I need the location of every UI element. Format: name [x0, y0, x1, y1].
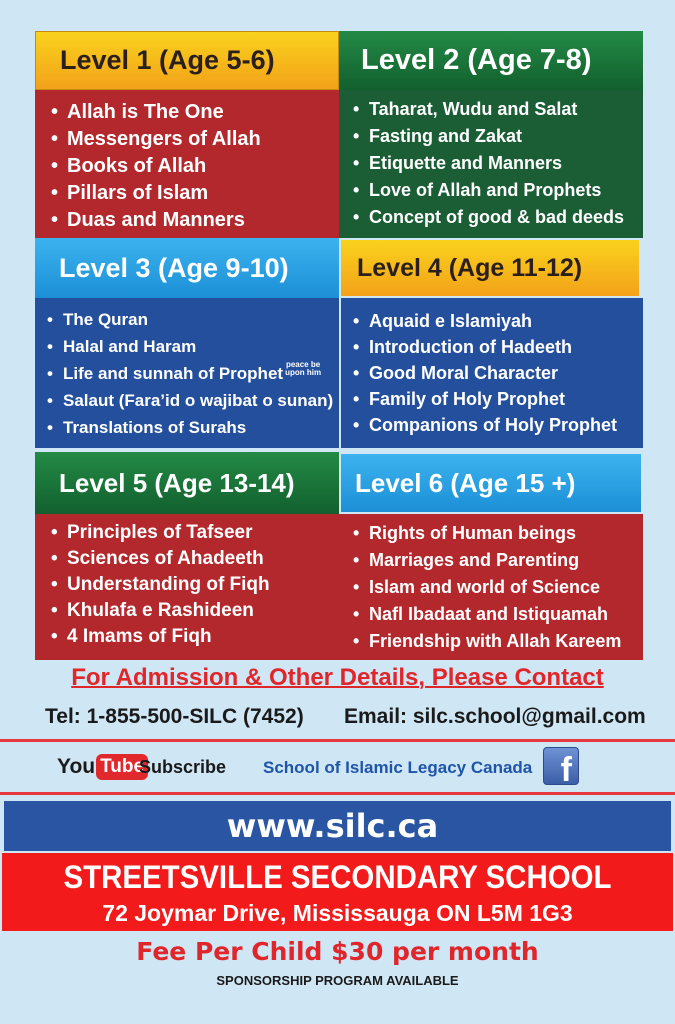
list-item: • Khulafa e Rashideen: [67, 598, 270, 624]
level-4-title: Level 4 (Age 11-12): [357, 253, 583, 282]
list-item-text: Life and sunnah of Prophet: [63, 364, 284, 383]
level-2-title: Level 2 (Age 7-8): [361, 44, 592, 76]
divider-line: [0, 792, 675, 795]
divider-line: [0, 739, 675, 742]
level-2-panel: [339, 90, 643, 238]
list-item: • Halal and Haram: [63, 333, 333, 360]
level-3-topics: [63, 306, 333, 441]
level-5-panel: [35, 514, 339, 660]
level-3-header: [35, 238, 339, 298]
level-4-topics: [369, 308, 617, 438]
contact-tel[interactable]: Tel: 1-855-500-SILC (7452): [45, 705, 304, 728]
level-1-topics: [67, 99, 261, 234]
venue-name: STREETSVILLE SECONDARY SCHOOL: [63, 859, 612, 895]
list-item: • Companions of Holy Prophet: [369, 412, 617, 438]
list-item: • Concept of good & bad deeds: [369, 204, 624, 231]
facebook-page-name[interactable]: School of Islamic Legacy Canada: [263, 758, 533, 777]
list-item: • Aquaid e Islamiyah: [369, 308, 617, 334]
level-3-title: Level 3 (Age 9-10): [59, 252, 289, 283]
list-item: • Messengers of Allah: [67, 126, 261, 153]
list-item: • Rights of Human beings: [369, 520, 621, 547]
level-6-topics: [369, 520, 621, 655]
level-4-header: [341, 240, 639, 296]
honorific-note-line: peace be: [285, 360, 321, 369]
list-item: • Duas and Manners: [67, 207, 261, 234]
list-item: • Friendship with Allah Kareem: [369, 628, 621, 655]
list-item: • 4 Imams of Fiqh: [67, 624, 270, 650]
honorific-note: [285, 361, 321, 377]
venue-banner: [2, 853, 673, 931]
level-6-header: [341, 454, 641, 512]
level-6-title: Level 6 (Age 15 +): [355, 467, 576, 498]
fee-text: Fee Per Child $30 per month: [136, 937, 539, 966]
list-item: • Understanding of Fiqh: [67, 572, 270, 598]
level-5-topics: [67, 520, 270, 650]
list-item: • Principles of Tafseer: [67, 520, 270, 546]
level-4-panel: [341, 298, 643, 448]
list-item: • Sciences of Ahadeeth: [67, 546, 270, 572]
level-6-panel: [339, 514, 643, 660]
list-item-with-note: [63, 360, 333, 387]
youtube-logo[interactable]: [57, 752, 148, 782]
list-item: • Introduction of Hadeeth: [369, 334, 617, 360]
website-link[interactable]: www.silc.ca: [226, 807, 439, 845]
list-item: • Salaut (Fara’id o wajibat o sunan): [63, 387, 333, 414]
contact-email[interactable]: Email: silc.school@gmail.com: [344, 705, 646, 728]
level-1-panel: [35, 90, 339, 238]
level-2-topics: [369, 96, 624, 231]
level-1-title: Level 1 (Age 5-6): [60, 45, 275, 75]
level-3-panel: [35, 298, 339, 448]
list-item: • Taharat, Wudu and Salat: [369, 96, 624, 123]
level-5-title: Level 5 (Age 13-14): [59, 467, 295, 498]
level-2-header: [339, 31, 643, 90]
facebook-icon[interactable]: [543, 747, 579, 785]
list-item: • Family of Holy Prophet: [369, 386, 617, 412]
contact-heading: For Admission & Other Details, Please Contact: [71, 664, 604, 691]
list-item: • Good Moral Character: [369, 360, 617, 386]
level-5-header: [35, 452, 339, 514]
list-item: • Nafl Ibadaat and Istiquamah: [369, 601, 621, 628]
list-item: • Islam and world of Science: [369, 574, 621, 601]
list-item: • Love of Allah and Prophets: [369, 177, 624, 204]
honorific-note-line: upon him: [285, 368, 322, 377]
list-item: • The Quran: [63, 306, 333, 333]
level-1-header: [35, 31, 339, 90]
youtube-tube-badge: Tube: [96, 754, 148, 780]
list-item: • Allah is The One: [67, 99, 261, 126]
website-bar: [4, 801, 671, 851]
youtube-you: You: [57, 755, 96, 778]
list-item: • Fasting and Zakat: [369, 123, 624, 150]
list-item: • Books of Allah: [67, 153, 261, 180]
list-item: • Marriages and Parenting: [369, 547, 621, 574]
sponsorship-text: SPONSORSHIP PROGRAM AVAILABLE: [216, 973, 459, 988]
facebook-glyph: f: [560, 751, 572, 785]
list-item: • Pillars of Islam: [67, 180, 261, 207]
venue-address: 72 Joymar Drive, Mississauga ON L5M 1G3: [102, 900, 573, 926]
list-item: • Etiquette and Manners: [369, 150, 624, 177]
list-item: • Translations of Surahs: [63, 414, 333, 441]
subscribe-label[interactable]: Subscribe: [139, 757, 227, 777]
